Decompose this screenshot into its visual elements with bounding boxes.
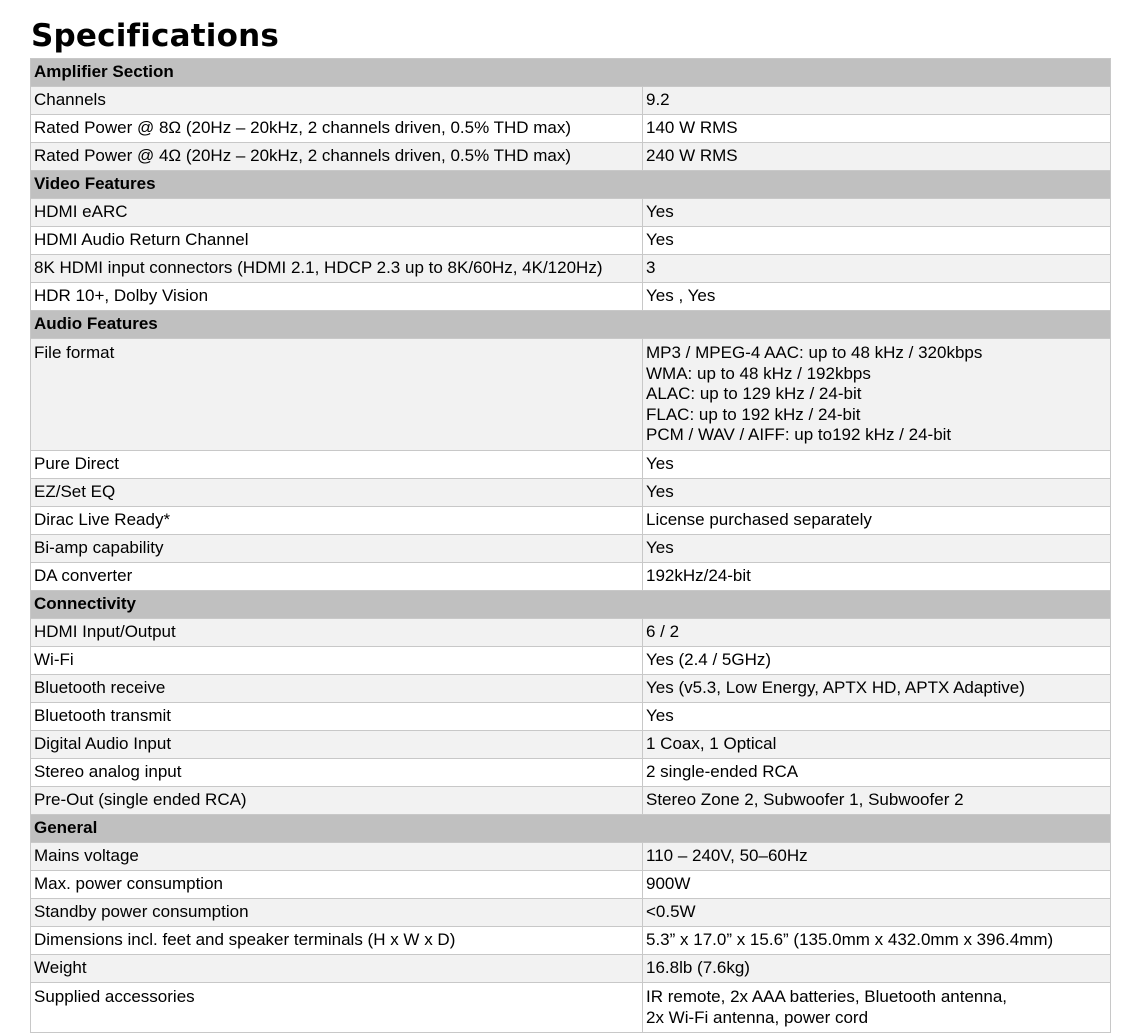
spec-value-line: 6 / 2	[646, 622, 680, 642]
spec-table-body	[31, 59, 1111, 1033]
spec-row	[31, 618, 1111, 646]
spec-row	[31, 898, 1111, 926]
spec-label: 8K HDMI input connectors (HDMI 2.1, HDCP 2.3 up to 8K/60Hz, 4K/120Hz)	[31, 255, 643, 283]
spec-value-line: 240 W RMS	[646, 146, 738, 166]
spec-value-line: Yes	[646, 454, 674, 474]
spec-value	[643, 954, 1111, 982]
spec-value-line: 5.3” x 17.0” x 15.6” (135.0mm x 432.0mm x 396.4mm)	[646, 930, 1054, 950]
spec-label: HDMI Input/Output	[31, 618, 643, 646]
spec-value-line: 1 Coax, 1 Optical	[646, 734, 777, 754]
spec-value-line: Stereo Zone 2, Subwoofer 1, Subwoofer 2	[646, 790, 964, 810]
spec-row	[31, 478, 1111, 506]
spec-label: Dimensions incl. feet and speaker terminals (H x W x D)	[31, 926, 643, 954]
spec-label: Mains voltage	[31, 842, 643, 870]
spec-value-line: 2x Wi-Fi antenna, power cord	[646, 1007, 869, 1027]
spec-value	[643, 842, 1111, 870]
spec-value	[643, 730, 1111, 758]
spec-row	[31, 534, 1111, 562]
spec-label: HDR 10+, Dolby Vision	[31, 283, 643, 311]
spec-table	[30, 58, 1111, 1033]
spec-value	[643, 618, 1111, 646]
spec-value	[643, 115, 1111, 143]
spec-label: Channels	[31, 87, 643, 115]
spec-value	[643, 534, 1111, 562]
spec-value-line: Yes	[646, 230, 674, 250]
spec-value	[643, 646, 1111, 674]
spec-row	[31, 702, 1111, 730]
page-title: Specifications	[31, 18, 280, 54]
spec-row	[31, 926, 1111, 954]
spec-value-line: PCM / WAV / AIFF: up to192 kHz / 24-bit	[646, 425, 952, 445]
spec-value-line: 3	[646, 258, 656, 278]
spec-label: Bi-amp capability	[31, 534, 643, 562]
spec-row	[31, 646, 1111, 674]
spec-label: HDMI eARC	[31, 199, 643, 227]
spec-label: Dirac Live Ready*	[31, 506, 643, 534]
spec-value	[643, 702, 1111, 730]
spec-value-line: 2 single-ended RCA	[646, 762, 799, 782]
spec-label: Standby power consumption	[31, 898, 643, 926]
spec-row	[31, 255, 1111, 283]
spec-label: Pre-Out (single ended RCA)	[31, 786, 643, 814]
spec-row	[31, 954, 1111, 982]
spec-value	[643, 339, 1111, 451]
spec-value	[643, 255, 1111, 283]
spec-row	[31, 283, 1111, 311]
spec-label: Weight	[31, 954, 643, 982]
spec-label: File format	[31, 339, 643, 451]
spec-row	[31, 674, 1111, 702]
spec-row	[31, 506, 1111, 534]
spec-value-line: MP3 / MPEG-4 AAC: up to 48 kHz / 320kbps	[646, 343, 983, 362]
spec-row	[31, 758, 1111, 786]
spec-row	[31, 562, 1111, 590]
spec-row	[31, 842, 1111, 870]
spec-value-line: 16.8lb (7.6kg)	[646, 958, 750, 978]
spec-label: Max. power consumption	[31, 870, 643, 898]
spec-value	[643, 758, 1111, 786]
spec-value	[643, 870, 1111, 898]
spec-row	[31, 339, 1111, 451]
spec-label: Stereo analog input	[31, 758, 643, 786]
spec-value-line: FLAC: up to 192 kHz / 24-bit	[646, 404, 861, 424]
spec-value-line: 110 – 240V, 50–60Hz	[646, 846, 808, 866]
spec-value-line: 192kHz/24-bit	[646, 566, 751, 586]
spec-value-line: ALAC: up to 129 kHz / 24-bit	[646, 384, 862, 404]
spec-row	[31, 982, 1111, 1032]
section-header-amplifier-section	[31, 59, 1111, 87]
spec-row	[31, 199, 1111, 227]
spec-label: Bluetooth transmit	[31, 702, 643, 730]
spec-value-line: Yes (2.4 / 5GHz)	[646, 650, 772, 670]
spec-value	[643, 674, 1111, 702]
spec-value	[643, 982, 1111, 1032]
spec-value	[643, 926, 1111, 954]
spec-value-line: Yes	[646, 202, 674, 222]
section-header-general	[31, 814, 1111, 842]
spec-value	[643, 450, 1111, 478]
spec-label: EZ/Set EQ	[31, 478, 643, 506]
spec-value-line: License purchased separately	[646, 510, 872, 530]
spec-label: DA converter	[31, 562, 643, 590]
spec-label: Pure Direct	[31, 450, 643, 478]
spec-value-line: <0.5W	[646, 902, 696, 922]
spec-value	[643, 506, 1111, 534]
spec-row	[31, 730, 1111, 758]
spec-value	[643, 562, 1111, 590]
spec-value-line: 900W	[646, 874, 691, 894]
spec-value-line: Yes	[646, 482, 674, 502]
spec-value-line: Yes , Yes	[646, 286, 716, 306]
spec-value-line: Yes (v5.3, Low Energy, APTX HD, APTX Adaptive)	[646, 678, 1025, 698]
spec-row	[31, 227, 1111, 255]
section-header-audio-features	[31, 311, 1111, 339]
spec-value-line: 9.2	[646, 90, 670, 110]
spec-value	[643, 199, 1111, 227]
section-header-connectivity	[31, 590, 1111, 618]
section-heading: Audio Features	[31, 311, 1111, 339]
spec-value-line: WMA: up to 48 kHz / 192kbps	[646, 363, 871, 383]
section-heading: Amplifier Section	[31, 59, 1111, 87]
spec-label: Supplied accessories	[31, 982, 643, 1032]
spec-value	[643, 283, 1111, 311]
spec-value-line: Yes	[646, 706, 674, 726]
section-heading: General	[31, 814, 1111, 842]
section-heading: Video Features	[31, 171, 1111, 199]
spec-value	[643, 143, 1111, 171]
spec-row	[31, 143, 1111, 171]
spec-value-line: Yes	[646, 538, 674, 558]
spec-row	[31, 87, 1111, 115]
spec-sheet	[30, 14, 1110, 1033]
spec-value	[643, 786, 1111, 814]
spec-label: Wi-Fi	[31, 646, 643, 674]
spec-label: Rated Power @ 4Ω (20Hz – 20kHz, 2 channels driven, 0.5% THD max)	[31, 143, 643, 171]
spec-value	[643, 87, 1111, 115]
spec-row	[31, 115, 1111, 143]
spec-row	[31, 450, 1111, 478]
spec-row	[31, 786, 1111, 814]
spec-row	[31, 870, 1111, 898]
spec-value-line: 140 W RMS	[646, 118, 738, 138]
spec-label: Digital Audio Input	[31, 730, 643, 758]
spec-value	[643, 478, 1111, 506]
spec-label: Rated Power @ 8Ω (20Hz – 20kHz, 2 channels driven, 0.5% THD max)	[31, 115, 643, 143]
section-header-video-features	[31, 171, 1111, 199]
section-heading: Connectivity	[31, 590, 1111, 618]
spec-label: HDMI Audio Return Channel	[31, 227, 643, 255]
spec-value	[643, 227, 1111, 255]
spec-value-line: IR remote, 2x AAA batteries, Bluetooth antenna,	[646, 986, 1008, 1006]
spec-label: Bluetooth receive	[31, 674, 643, 702]
spec-value	[643, 898, 1111, 926]
